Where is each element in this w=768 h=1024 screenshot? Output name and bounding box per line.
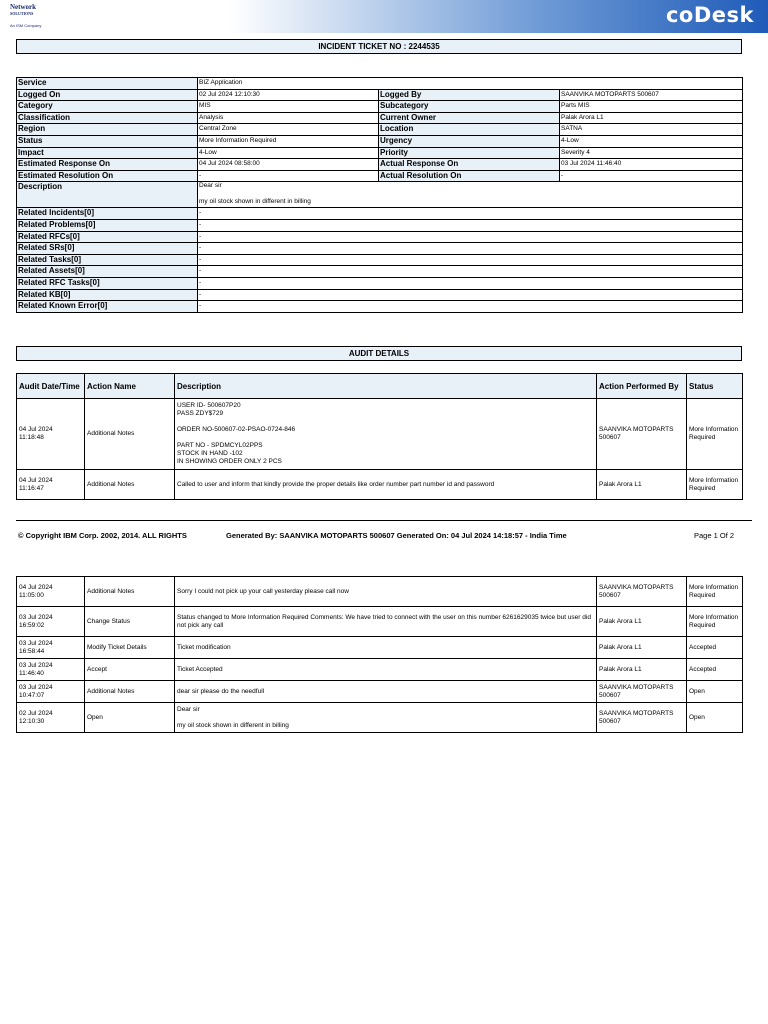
audit-status-cell: Accepted: [687, 659, 743, 681]
audit-description-cell: Ticket Accepted: [175, 659, 597, 681]
audit-status-cell: More Information Required: [687, 577, 743, 607]
actual-resolution-label: Actual Resolution On: [379, 170, 560, 182]
classification-value: Analysis: [198, 112, 379, 124]
related-row: [17, 243, 743, 255]
related-value: -: [198, 231, 743, 243]
related-value: -: [198, 243, 743, 255]
audit-description-cell: Called to user and inform that kindly provide the proper details like order number part number id and password: [175, 470, 597, 500]
audit-table-page1: [16, 373, 743, 500]
audit-status-cell: More Information Required: [687, 607, 743, 637]
category-value: MIS: [198, 101, 379, 113]
audit-performed-by-cell: Palak Arora L1: [597, 637, 687, 659]
related-label: Related Assets[0]: [17, 266, 198, 278]
row-resolution: [17, 170, 743, 182]
audit-performed-by-cell: SAANVIKA MOTOPARTS 500607: [597, 681, 687, 703]
related-value: -: [198, 301, 743, 313]
related-row: [17, 231, 743, 243]
description-value: Dear sir my oil stock shown in different in billing: [198, 182, 743, 208]
service-value: BIZ Application: [198, 78, 743, 90]
audit-row: [17, 659, 743, 681]
audit-action-header: Action Name: [85, 374, 175, 399]
related-value: -: [198, 219, 743, 231]
audit-description-cell: Sorry I could not pick up your call yesterday please call now: [175, 577, 597, 607]
est-response-value: 04 Jul 2024 08:58:00: [198, 159, 379, 171]
audit-performed-by-cell: SAANVIKA MOTOPARTS 500607: [597, 399, 687, 470]
audit-performed-by-cell: Palak Arora L1: [597, 607, 687, 637]
audit-status-cell: Open: [687, 681, 743, 703]
related-label: Related Tasks[0]: [17, 254, 198, 266]
impact-label: Impact: [17, 147, 198, 159]
est-resolution-label: Estimated Resolution On: [17, 170, 198, 182]
audit-action-cell: Additional Notes: [85, 681, 175, 703]
est-resolution-value: -: [198, 170, 379, 182]
current-owner-value: Palak Arora L1: [560, 112, 743, 124]
audit-status-header: Status: [687, 374, 743, 399]
related-row: [17, 254, 743, 266]
audit-row: [17, 607, 743, 637]
audit-date-cell: 03 Jul 2024 11:46:40: [17, 659, 85, 681]
location-value: SATNA: [560, 124, 743, 136]
audit-description-cell: Ticket modification: [175, 637, 597, 659]
related-label: Related RFCs[0]: [17, 231, 198, 243]
service-label: Service: [17, 78, 198, 90]
audit-description-cell: Status changed to More Information Required Comments: We have tried to connect with the user on this number 6261629035 twice but user did not pick any call: [175, 607, 597, 637]
related-label: Related Known Error[0]: [17, 301, 198, 313]
logo-line1: Network: [10, 3, 37, 11]
actual-response-label: Actual Response On: [379, 159, 560, 171]
audit-row: [17, 681, 743, 703]
status-value: More Information Required: [198, 135, 379, 147]
ticket-title: INCIDENT TICKET NO : 2244535: [16, 39, 742, 54]
audit-performed-by-cell: SAANVIKA MOTOPARTS 500607: [597, 703, 687, 733]
related-value: -: [198, 208, 743, 220]
row-classification: [17, 112, 743, 124]
actual-response-value: 03 Jul 2024 11:46:40: [560, 159, 743, 171]
audit-row: [17, 577, 743, 607]
audit-performed-by-header: Action Performed By: [597, 374, 687, 399]
footer-page-number: Page 1 Of 2: [694, 531, 735, 540]
audit-date-header: Audit Date/Time: [17, 374, 85, 399]
logo-line2: SOLUTIONS: [10, 11, 34, 16]
actual-resolution-value: -: [560, 170, 743, 182]
row-response: [17, 159, 743, 171]
audit-action-cell: Additional Notes: [85, 399, 175, 470]
related-row: [17, 219, 743, 231]
audit-date-cell: 04 Jul 2024 11:05:00: [17, 577, 85, 607]
audit-title: AUDIT DETAILS: [16, 346, 742, 361]
audit-date-cell: 03 Jul 2024 16:59:02: [17, 607, 85, 637]
logged-on-value: 02 Jul 2024 12:10:30: [198, 89, 379, 101]
audit-table-page2: [16, 576, 743, 733]
row-region: [17, 124, 743, 136]
audit-row: [17, 637, 743, 659]
audit-row: [17, 399, 743, 470]
classification-label: Classification: [17, 112, 198, 124]
related-label: Related Problems[0]: [17, 219, 198, 231]
row-logged: [17, 89, 743, 101]
brand-logo: coDesk: [665, 3, 754, 27]
related-row: [17, 208, 743, 220]
audit-description-header: Description: [175, 374, 597, 399]
current-owner-label: Current Owner: [379, 112, 560, 124]
related-value: -: [198, 254, 743, 266]
audit-performed-by-cell: SAANVIKA MOTOPARTS 500607: [597, 577, 687, 607]
row-status: [17, 135, 743, 147]
row-description: [17, 182, 743, 208]
impact-value: 4-Low: [198, 147, 379, 159]
description-label: Description: [17, 182, 198, 208]
status-label: Status: [17, 135, 198, 147]
audit-row: [17, 703, 743, 733]
subcategory-value: Parts MIS: [560, 101, 743, 113]
audit-status-cell: Accepted: [687, 637, 743, 659]
audit-description-cell: dear sir please do the needfull: [175, 681, 597, 703]
audit-row: [17, 470, 743, 500]
logged-by-label: Logged By: [379, 89, 560, 101]
audit-description-cell: USER ID- 500607P20 PASS ZDY$729 ORDER NO-500607-02-PSAO-0724-846 PART NO - SPDMCYL02PPS STOCK IN HAND -102 IN SHOWING ORDER ONLY 2 PCS: [175, 399, 597, 470]
priority-label: Priority: [379, 147, 560, 159]
audit-action-cell: Change Status: [85, 607, 175, 637]
priority-value: Severity 4: [560, 147, 743, 159]
audit-action-cell: Additional Notes: [85, 470, 175, 500]
est-response-label: Estimated Response On: [17, 159, 198, 171]
related-value: -: [198, 266, 743, 278]
related-row: [17, 266, 743, 278]
related-row: [17, 301, 743, 313]
category-label: Category: [17, 101, 198, 113]
audit-date-cell: 03 Jul 2024 16:58:44: [17, 637, 85, 659]
audit-action-cell: Additional Notes: [85, 577, 175, 607]
related-label: Related SRs[0]: [17, 243, 198, 255]
audit-performed-by-cell: Palak Arora L1: [597, 470, 687, 500]
audit-header-row: [17, 374, 743, 399]
urgency-value: 4-Low: [560, 135, 743, 147]
audit-status-cell: Open: [687, 703, 743, 733]
footer-copyright: © Copyright IBM Corp. 2002, 2014. ALL RIGHTS: [18, 531, 187, 540]
related-value: -: [198, 289, 743, 301]
ticket-details-table: [16, 77, 743, 313]
audit-date-cell: 03 Jul 2024 10:47:07: [17, 681, 85, 703]
audit-action-cell: Modify Ticket Details: [85, 637, 175, 659]
audit-performed-by-cell: Palak Arora L1: [597, 659, 687, 681]
audit-date-cell: 04 Jul 2024 11:18:48: [17, 399, 85, 470]
audit-date-cell: 04 Jul 2024 11:16:47: [17, 470, 85, 500]
related-value: -: [198, 277, 743, 289]
subcategory-label: Subcategory: [379, 101, 560, 113]
row-category: [17, 101, 743, 113]
audit-status-cell: More Information Required: [687, 399, 743, 470]
footer-divider: [16, 520, 752, 521]
location-label: Location: [379, 124, 560, 136]
audit-date-cell: 02 Jul 2024 12:10:30: [17, 703, 85, 733]
company-logo: [6, 2, 46, 31]
related-row: [17, 277, 743, 289]
related-label: Related Incidents[0]: [17, 208, 198, 220]
row-service: [17, 78, 743, 90]
region-value: Central Zone: [198, 124, 379, 136]
audit-description-cell: Dear sir my oil stock shown in different in billing: [175, 703, 597, 733]
urgency-label: Urgency: [379, 135, 560, 147]
related-label: Related KB[0]: [17, 289, 198, 301]
logged-on-label: Logged On: [17, 89, 198, 101]
footer-generated: Generated By: SAANVIKA MOTOPARTS 500607 Generated On: 04 Jul 2024 14:18:57 - India Time: [226, 531, 567, 540]
related-row: [17, 289, 743, 301]
logo-line3: An ISM Company: [10, 23, 42, 28]
related-label: Related RFC Tasks[0]: [17, 277, 198, 289]
audit-action-cell: Open: [85, 703, 175, 733]
row-impact: [17, 147, 743, 159]
audit-status-cell: More Information Required: [687, 470, 743, 500]
audit-action-cell: Accept: [85, 659, 175, 681]
header-bar: [0, 0, 768, 33]
logged-by-value: SAANVIKA MOTOPARTS 500607: [560, 89, 743, 101]
region-label: Region: [17, 124, 198, 136]
